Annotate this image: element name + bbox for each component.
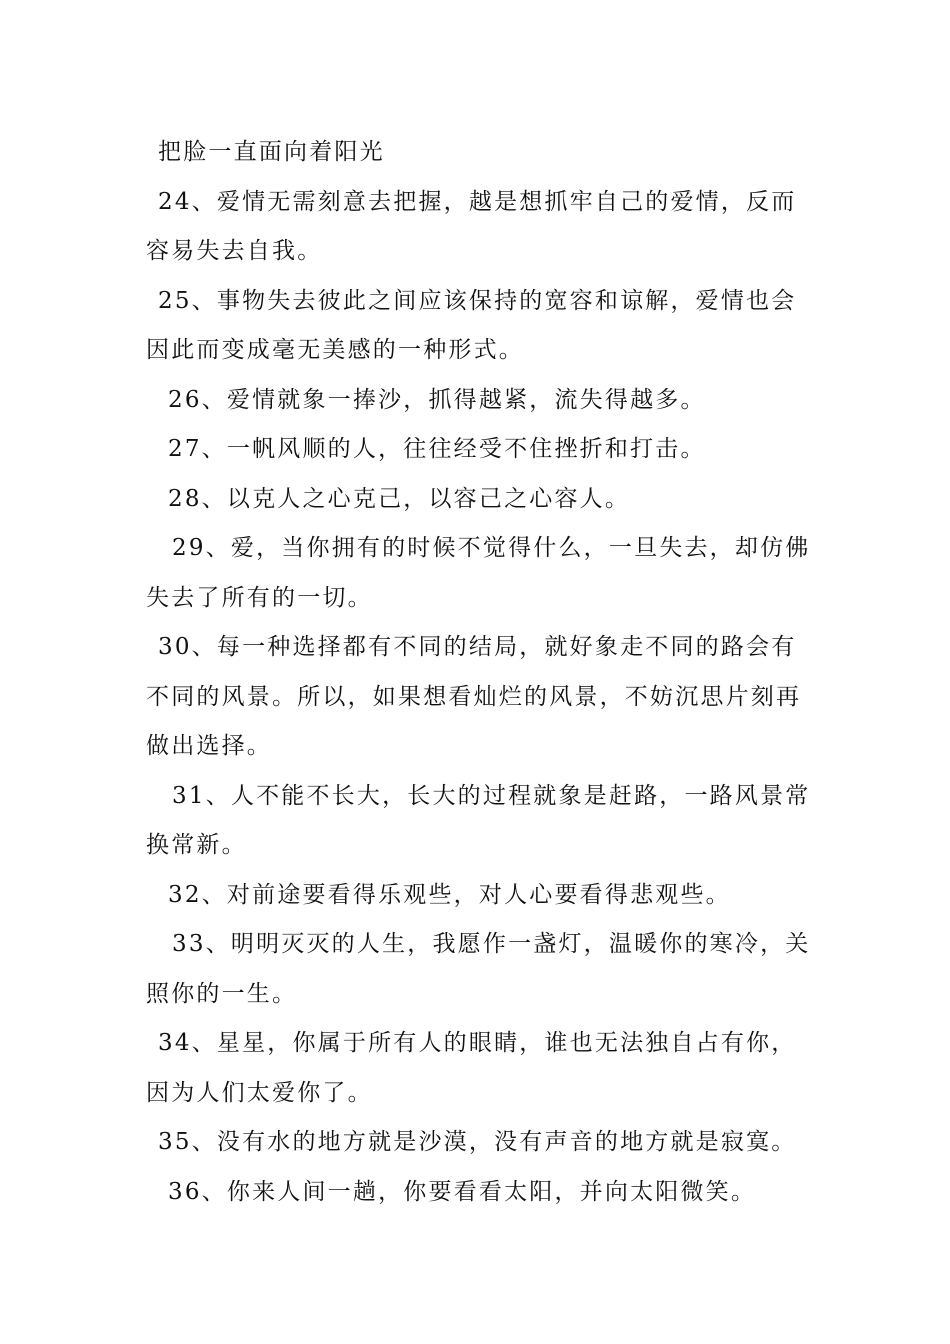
paragraph-24: 24、爱情无需刻意去把握，越是想抓牢自己的爱情，反而容易失去自我。	[146, 188, 797, 264]
paragraph-32: 32、对前途要看得乐观些，对人心要看得悲观些。	[168, 881, 731, 908]
paragraph-35: 35、没有水的地方就是沙漠，没有声音的地方就是寂寞。	[158, 1129, 797, 1155]
paragraph-36: 36、你来人间一趟，你要看看太阳，并向太阳微笑。	[168, 1178, 757, 1205]
paragraph-28: 28、以克人之心克己，以容己之心容人。	[168, 485, 631, 512]
paragraph-34: 34、星星，你属于所有人的眼睛，谁也无法独自占有你，因为人们太爱你了。	[146, 1030, 797, 1106]
paragraph-27: 27、一帆风顺的人，往往经受不住挫折和打击。	[168, 436, 706, 462]
paragraph-29: 29、爱，当你拥有的时候不觉得什么，一旦失去，却仿佛失去了所有的一切。	[146, 535, 811, 611]
paragraph-25: 25、事物失去彼此之间应该保持的宽容和谅解，爱情也会因此而变成毫无美感的一种形式。	[146, 287, 797, 363]
paragraph-31: 31、人不能不长大，长大的过程就象是赶路，一路风景常换常新。	[146, 782, 811, 858]
paragraph-26: 26、爱情就象一捧沙，抓得越紧，流失得越多。	[168, 386, 706, 413]
paragraph-30: 30、每一种选择都有不同的结局，就好象走不同的路会有不同的风景。所以，如果想看灿烂的风景，不妨沉思片刻再做出选择。	[146, 634, 802, 759]
paragraph-0: 把脸一直面向着阳光	[158, 139, 385, 165]
document-body	[146, 128, 814, 1217]
paragraph-33: 33、明明灭灭的人生，我愿作一盏灯，温暖你的寒冷，关照你的一生。	[146, 931, 811, 1007]
